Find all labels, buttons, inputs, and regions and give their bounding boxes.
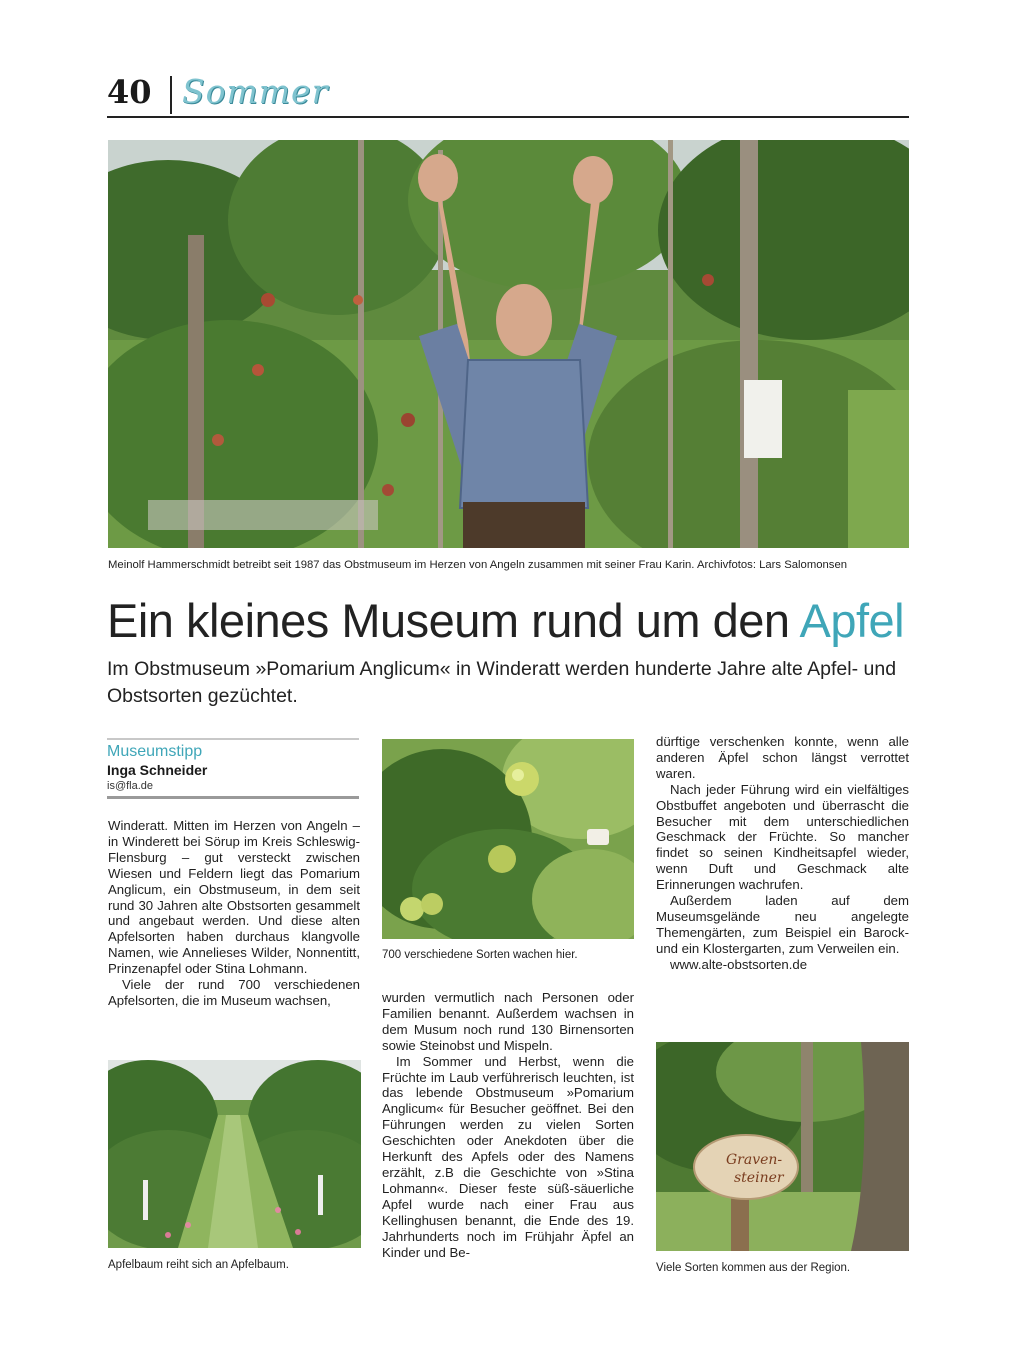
sign-text-line-2: steiner: [734, 1170, 784, 1186]
byline: [107, 738, 359, 799]
paragraph: Nach jeder Führung wird ein vielfältiges Obstbuffet angeboten und überrascht die Besucher mit dem unterschiedlichen Geschmack der Früchte. So mancher findet so seinen Kindheitsapfel wieder, wenn Duft und Geschmack alte Erinnerungen wachrufen.: [656, 781, 909, 893]
headline-accent: Apfel: [799, 594, 905, 647]
byline-rule-bottom: [107, 796, 359, 799]
paragraph: Viele der rund 700 verschiedenen Apfelsorten, die im Museum wachsen,: [108, 977, 360, 1008]
page-number: 40: [107, 73, 152, 111]
column-1: [108, 818, 360, 1009]
headline-text: Ein kleines Museum rund um den: [107, 594, 800, 647]
section-title: Sommer: [182, 72, 329, 111]
header-separator: [170, 76, 172, 114]
sign-text-line-1: Graven-: [726, 1152, 783, 1168]
sign-photo-caption: Viele Sorten kommen aus der Region.: [656, 1262, 851, 1274]
byline-rule-top: [107, 738, 359, 740]
orchard-photo: [108, 1060, 361, 1248]
apples-photo: [382, 739, 634, 939]
sign-photo: [656, 1042, 909, 1251]
headline: [107, 592, 909, 650]
paragraph: dürftige verschenken konnte, wenn alle anderen Äpfel schon längst verrottet waren.: [656, 734, 909, 781]
deck: Im Obstmuseum »Pomarium Anglicum« in Winderatt werden hunderte Jahre alte Apfel- und Obstsorten gezüchtet.: [107, 658, 897, 707]
paragraph: wurden vermutlich nach Personen oder Familien benannt. Außerdem wachsen in dem Musum noch rund 130 Birnensorten sowie Steinobst und Mispeln.: [382, 990, 634, 1053]
website-link[interactable]: www.alte-obstsorten.de: [670, 956, 808, 972]
paragraph: Außerdem laden auf dem Museumsgelände neu angelegte Themengärten, zum Beispiel ein Barock- und ein Klostergarten, zum Verweilen ein.: [656, 893, 909, 956]
header-rule: [107, 116, 909, 118]
byline-label: Museumstipp: [107, 743, 203, 760]
main-photo: [108, 140, 909, 548]
column-3: [656, 734, 909, 973]
column-2: [382, 990, 634, 1260]
orchard-photo-caption: Apfelbaum reiht sich an Apfelbaum.: [108, 1259, 289, 1271]
paragraph: Winderatt. Mitten im Herzen von Angeln – in Winderett bei Sörup im Kreis Schleswig-Flensburg – gut versteckt zwischen Wiesen und Feldern liegt das Pomarium Anglicum, ein Obstmuseum, in dem seit rund 30 Jahren alte Obstsorten gesammelt und angebaut werden. Und diese alten Apfelsorten haben durchaus klangvolle Namen, wie Annelieses Wilder, Nonnentitt, Prinzenapfel oder Stina Lohmann.: [108, 818, 360, 977]
byline-email: is@fla.de: [107, 780, 154, 792]
byline-author: Inga Schneider: [107, 762, 208, 778]
apples-photo-caption: 700 verschiedene Sorten wachen hier.: [382, 949, 578, 961]
paragraph: Im Sommer und Herbst, wenn die Früchte im Laub verführerisch leuchten, ist das lebende Obstmuseum »Pomarium Anglicum« für Besucher geöffnet. Bei den Führungen werden zu vielen Sorten Geschichten oder Anekdoten über die Herkunft des Apfels oder des Namens erzählt, z.B die Geschichte von »Stina Lohmann«. Dieser feste süß-säuerliche Apfel wurde nach einer Frau aus Kellinghusen benannt, die Ende des 19. Jahrhunderts noch im Frühjahr Äpfel an Kinder und Be-: [382, 1053, 634, 1260]
main-photo-caption: Meinolf Hammerschmidt betreibt seit 1987 das Obstmuseum im Herzen von Angeln zusammen mit seiner Frau Karin. Archivfotos: Lars Salomonsen: [108, 559, 848, 571]
